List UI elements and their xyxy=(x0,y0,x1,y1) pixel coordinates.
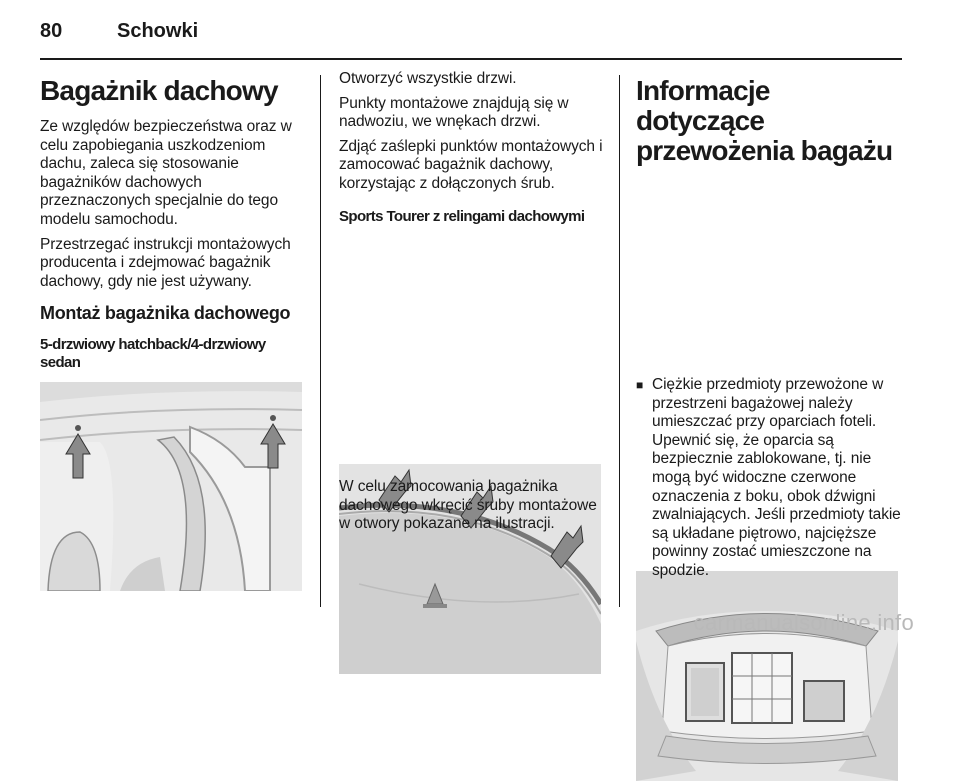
column-divider-1 xyxy=(320,75,321,607)
section-title: Schowki xyxy=(117,20,199,42)
header-rule xyxy=(40,58,902,60)
column-divider-2 xyxy=(619,75,620,607)
roof-mount-figure xyxy=(40,382,302,591)
roof-rack-title: Bagażnik dachowy xyxy=(40,75,278,106)
column-3 xyxy=(636,70,904,188)
paragraph: Ze względów bezpieczeństwa oraz w celu zapobiegania uszkodzeniom dachu, zaleca się stosowanie bagażników dachowych przeznaczonych specjalnie do tego modelu samochodu. xyxy=(40,118,292,228)
cargo-bullet-item xyxy=(636,376,904,581)
roof-mount-arrows-illustration xyxy=(40,382,302,591)
paragraph: Otworzyć wszystkie drzwi. xyxy=(339,70,517,87)
watermark: carmanualsonline.info xyxy=(693,610,914,635)
paragraph: Przestrzegać instrukcji montażowych producenta i zdejmować bagażnik dachowy, gdy nie jest używany. xyxy=(40,235,291,290)
bullet-text: Ciężkie przedmioty przewożone w przestrzeni bagażowej należy umieszczać przy oparciach foteli. Upewnić się, że oparcia są bezpiecznie zablokowane, tj. nie mogą być widoczne czerwone oznaczenia z boku, obok dźwigni zwalniających. Jeśli przedmioty takie są układane piętrowo, najcięższe powinny zostać umieszczone na spodzie. xyxy=(652,376,901,579)
tourer-caption xyxy=(339,478,605,540)
cargo-boxes-illustration xyxy=(636,571,898,781)
variant-heading-hatchback: 5-drzwiowy hatchback/4-drzwiowy sedan xyxy=(40,336,266,371)
cargo-figure xyxy=(636,571,898,781)
page-number: 80 xyxy=(40,20,63,42)
caption-text: W celu zamocowania bagażnika dachowego wkręcić śruby montażowe w otwory pokazane na ilustracji. xyxy=(339,478,597,533)
luggage-info-title: Informacje dotyczące przewożenia bagażu xyxy=(636,75,893,166)
bullet-icon: ■ xyxy=(636,378,644,392)
paragraph: Punkty montażowe znajdują się w nadwoziu, we wnękach drzwi. xyxy=(339,94,569,131)
variant-heading-tourer: Sports Tourer z relingami dachowymi xyxy=(339,207,585,225)
mounting-subheading: Montaż bagażnika dachowego xyxy=(40,303,291,324)
paragraph: Zdjąć zaślepki punktów montażowych i zamocować bagażnik dachowy, korzystając z dołączonych śrub. xyxy=(339,137,603,192)
column-2 xyxy=(339,70,605,237)
column-1 xyxy=(40,70,308,383)
